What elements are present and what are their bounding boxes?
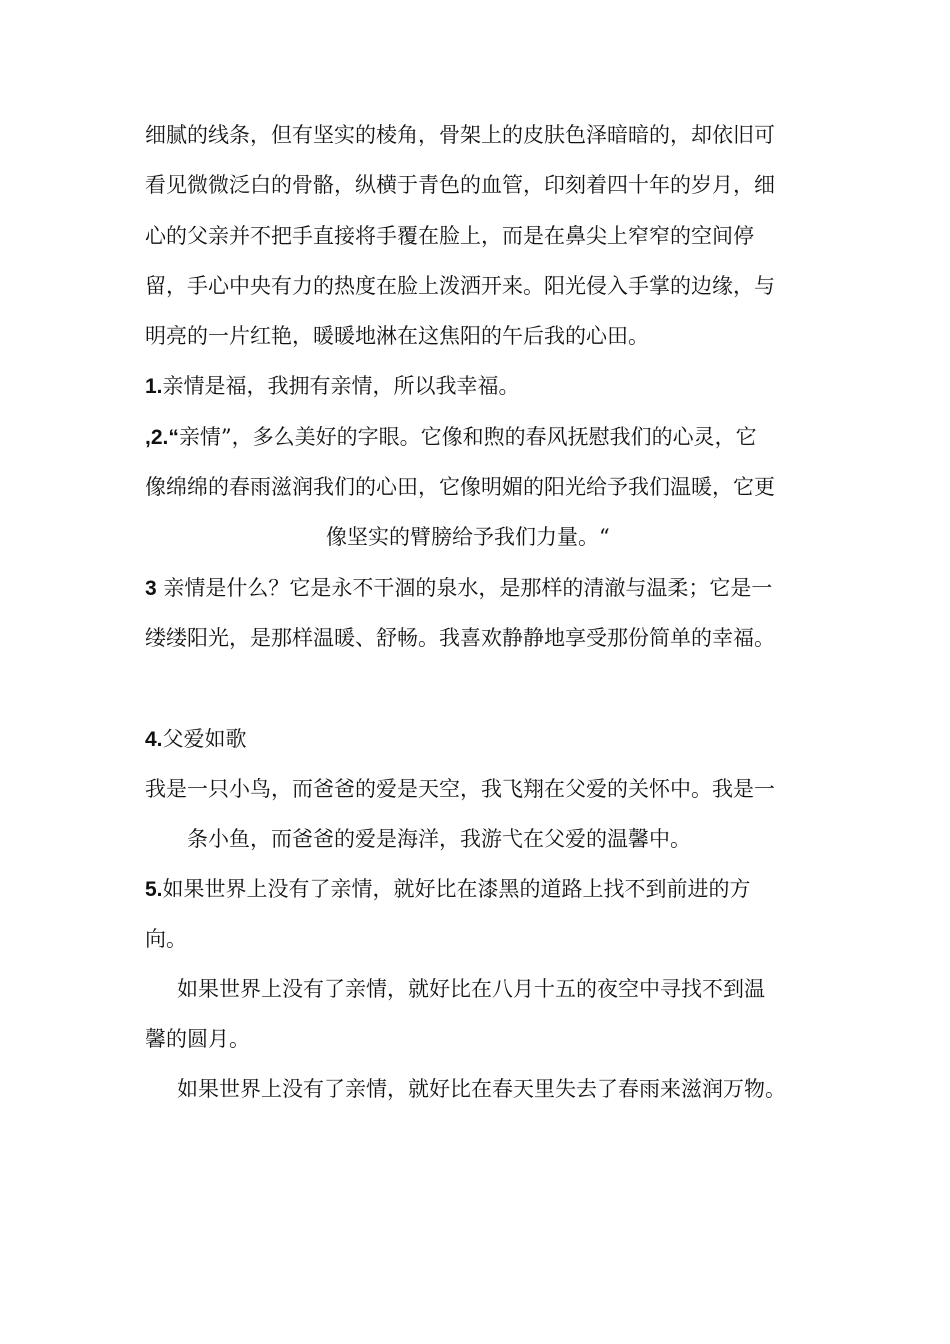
item-4-heading bbox=[145, 722, 825, 756]
item-2-line-1 bbox=[145, 420, 825, 454]
item-5-line-4: 馨的圆月。 bbox=[145, 1027, 250, 1051]
item-5-line-2: 向。 bbox=[145, 927, 187, 951]
item-5-line-5: 如果世界上没有了亲情，就好比在春天里失去了春雨来滋润万物。 bbox=[177, 1077, 786, 1101]
item-2-line-2: 像绵绵的春雨滋润我们的心田，它像明媚的阳光给予我们温暖，它更 bbox=[145, 475, 775, 499]
item-2-number: ,2.“ bbox=[145, 426, 179, 449]
item-2-line-3: 像坚实的臂膀给予我们力量。“ bbox=[326, 525, 610, 549]
paragraph-line-5: 明亮的一片红艳，暖暖地淋在这焦阳的午后我的心田。 bbox=[145, 324, 649, 348]
item-3-line-1 bbox=[145, 571, 825, 605]
item-4-number: 4. bbox=[145, 728, 163, 751]
item-3-text-1: 亲情是什么？它是永不干涸的泉水，是那样的清澈与温柔；它是一 bbox=[156, 576, 773, 600]
item-4-title: 父爱如歌 bbox=[162, 727, 247, 751]
paragraph-line-4: 留，手心中央有力的热度在脸上泼洒开来。阳光侵入手掌的边缘，与 bbox=[145, 274, 775, 298]
item-5-text-1: 如果世界上没有了亲情，就好比在漆黑的道路上找不到前进的方 bbox=[162, 877, 751, 901]
paragraph-line-1: 细腻的线条，但有坚实的棱角，骨架上的皮肤色泽暗暗的，却依旧可 bbox=[145, 123, 775, 147]
paragraph-line-2: 看见微微泛白的骨骼，纵横于青色的血管，印刻着四十年的岁月，细 bbox=[145, 173, 775, 197]
item-5-number: 5. bbox=[145, 878, 163, 901]
item-1 bbox=[145, 369, 825, 403]
item-5-line-3: 如果世界上没有了亲情，就好比在八月十五的夜空中寻找不到温 bbox=[177, 977, 765, 1001]
item-3-line-2: 缕缕阳光，是那样温暖、舒畅。我喜欢静静地享受那份简单的幸福。 bbox=[145, 626, 775, 650]
item-1-number: 1. bbox=[145, 375, 163, 398]
item-1-text: 亲情是福，我拥有亲情，所以我幸福。 bbox=[162, 374, 520, 398]
item-2-text-1: 亲情”，多么美好的字眼。它像和煦的春风抚慰我们的心灵，它 bbox=[178, 425, 757, 449]
paragraph-line-3: 心的父亲并不把手直接将手覆在脸上，而是在鼻尖上窄窄的空间停 bbox=[145, 224, 754, 248]
item-3-number: 3 bbox=[145, 577, 157, 600]
item-5-line-1 bbox=[145, 872, 825, 906]
item-4-line-2: 条小鱼，而爸爸的爱是海洋，我游弋在父爱的温馨中。 bbox=[187, 827, 691, 851]
item-4-line-1: 我是一只小鸟，而爸爸的爱是天空，我飞翔在父爱的关怀中。我是一 bbox=[145, 777, 775, 801]
